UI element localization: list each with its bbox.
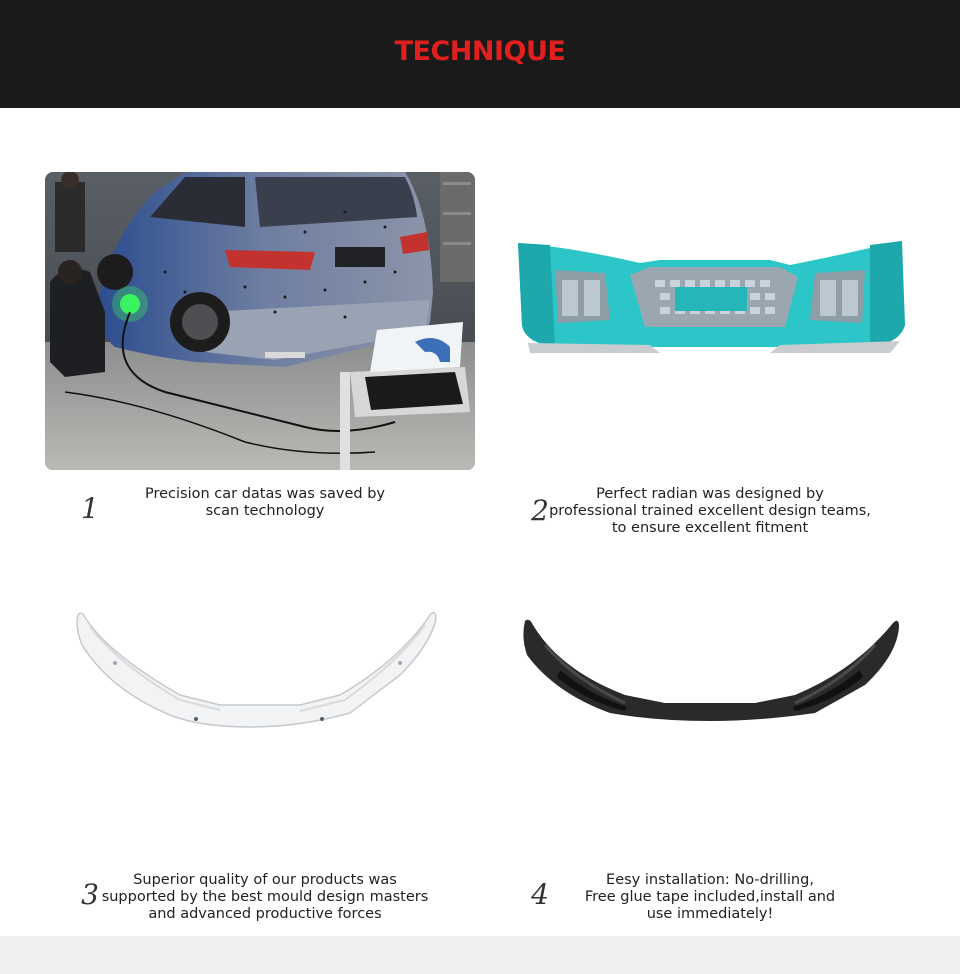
caption-line: professional trained excellent design teams, <box>549 503 871 519</box>
step-caption-3 <box>95 872 435 923</box>
step-caption-4 <box>570 872 850 923</box>
caption-line: supported by the best mould design masters <box>101 889 429 905</box>
page-title: TECHNIQUE <box>394 36 566 67</box>
step-number-2: 2 <box>531 494 549 527</box>
caption-line: Perfect radian was designed by <box>596 486 824 502</box>
caption-line: Free glue tape included,install and <box>584 889 836 905</box>
caption-line: Eesy installation: No-drilling, <box>606 872 814 888</box>
step-caption-1 <box>115 486 415 520</box>
step-number-4: 4 <box>531 878 549 911</box>
caption-line: use immediately! <box>646 906 774 922</box>
step-number-1: 1 <box>81 492 99 525</box>
header-bar <box>0 0 960 108</box>
white-front-lip-mould <box>70 605 445 735</box>
caption-line: to ensure excellent fitment <box>611 520 809 536</box>
step-caption-2 <box>540 486 880 537</box>
carbon-front-lip-product <box>515 615 905 725</box>
car-scan-photo <box>45 172 475 470</box>
step-number-3: 3 <box>81 878 99 911</box>
bumper-cad-model <box>510 225 910 365</box>
caption-line: scan technology <box>205 503 325 519</box>
caption-line: Precision car datas was saved by <box>144 486 385 502</box>
caption-line: Superior quality of our products was <box>133 872 397 888</box>
caption-line: and advanced productive forces <box>148 906 382 922</box>
footer-strip <box>0 936 960 974</box>
